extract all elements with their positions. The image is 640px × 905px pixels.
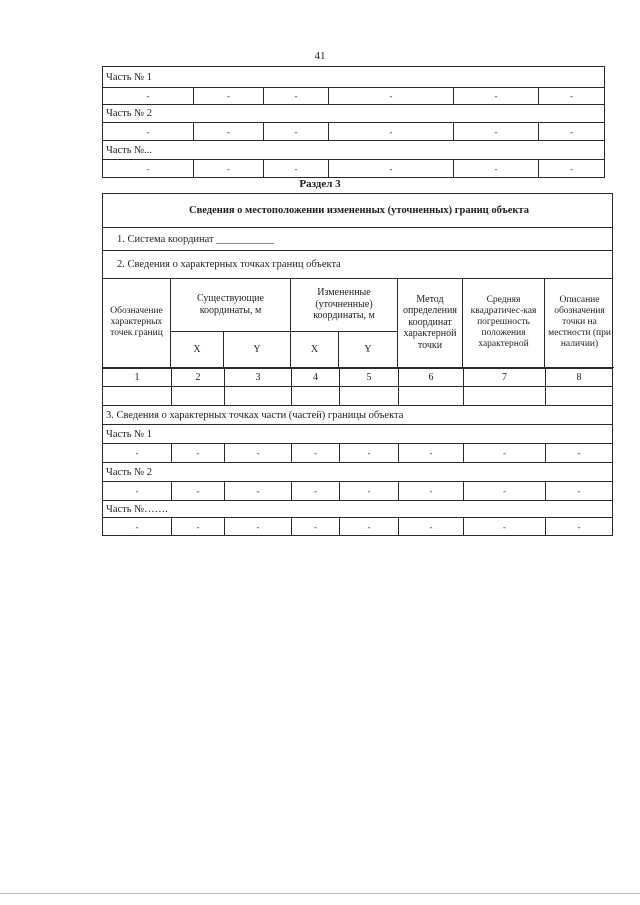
table-row	[103, 481, 612, 500]
table-row	[103, 517, 612, 535]
column-number: 1	[134, 372, 140, 383]
table-cell: -	[463, 518, 545, 535]
part-points-label: 3. Сведения о характерных точках части (частей) границы объекта	[106, 409, 404, 421]
table-cell: -	[193, 123, 263, 140]
table-cell: -	[545, 444, 612, 462]
table-cell: -	[339, 444, 398, 462]
table-row	[103, 122, 604, 140]
part-label-row	[103, 104, 604, 122]
coordinates-table-header	[103, 278, 612, 368]
header-existing-y: Y	[224, 332, 291, 368]
column-number: 4	[291, 369, 339, 386]
header-existing-coords: Существующие координаты, м	[171, 278, 291, 332]
table-cell	[224, 387, 291, 405]
table-cell: -	[171, 518, 224, 535]
table-cell: -	[146, 91, 150, 101]
table-cell: -	[135, 486, 139, 496]
table-cell	[103, 387, 171, 405]
table-cell: -	[193, 160, 263, 177]
table-cell: -	[263, 88, 328, 104]
section-table	[102, 193, 613, 536]
table-cell: -	[171, 482, 224, 500]
table-cell: -	[453, 160, 538, 177]
table-cell	[545, 387, 612, 405]
table-cell: -	[463, 444, 545, 462]
part-label-row	[103, 462, 612, 481]
table-cell: -	[545, 482, 612, 500]
part-label: Часть № 2	[106, 466, 153, 478]
table-cell: -	[538, 160, 604, 177]
part-label: Часть №...	[106, 144, 153, 156]
table-cell: -	[291, 518, 339, 535]
part-label-row	[103, 67, 604, 87]
column-numbers-row	[103, 368, 612, 386]
table-cell: -	[135, 448, 139, 458]
section-heading-row	[103, 194, 612, 227]
header-description: Описание обозначения точки на местности (при наличии)	[545, 278, 614, 368]
table-cell: -	[224, 518, 291, 535]
table-cell: -	[224, 444, 291, 462]
header-changed-y: Y	[339, 332, 398, 368]
table-cell: -	[291, 444, 339, 462]
table-cell: -	[263, 123, 328, 140]
page-number: 41	[314, 50, 326, 62]
table-row-empty	[103, 386, 612, 405]
characteristic-points-row	[103, 250, 612, 278]
section-heading: Сведения о местоположении измененных (уточненных) границ объекта	[189, 205, 529, 216]
table-cell: -	[339, 518, 398, 535]
table-cell	[291, 387, 339, 405]
table-row	[103, 87, 604, 104]
table-cell: -	[224, 482, 291, 500]
table-cell: -	[545, 518, 612, 535]
table-cell: -	[328, 160, 453, 177]
column-number: 8	[545, 369, 612, 386]
table-cell: -	[291, 482, 339, 500]
header-error: Средняя квадратичес-кая погрешность положения характерной	[463, 278, 545, 368]
table-cell	[463, 387, 545, 405]
table-cell: -	[146, 163, 150, 174]
table-cell: -	[135, 521, 139, 532]
part-label: Часть № 2	[106, 108, 153, 119]
characteristic-points-label: 2. Сведения о характерных точках границ объекта	[117, 259, 341, 270]
column-number: 2	[171, 369, 224, 386]
part-label-row	[103, 500, 612, 517]
table-cell: -	[538, 123, 604, 140]
header-changed-coords: Измененные (уточненные) координаты, м	[291, 278, 398, 332]
table-cell: -	[453, 123, 538, 140]
coordinate-system-row	[103, 227, 612, 250]
header-changed-x: X	[291, 332, 339, 368]
table-cell: -	[171, 444, 224, 462]
table-cell: -	[339, 482, 398, 500]
table-cell: -	[328, 88, 453, 104]
parts-table-top	[102, 66, 605, 178]
table-row	[103, 159, 604, 177]
part-label-row	[103, 424, 612, 443]
column-number: 6	[398, 369, 463, 386]
section-title: Раздел 3	[299, 178, 341, 190]
part-label: Часть №…….	[106, 503, 168, 515]
table-cell: -	[453, 88, 538, 104]
table-cell: -	[193, 88, 263, 104]
column-number: 5	[339, 369, 398, 386]
part-label: Часть № 1	[106, 428, 153, 440]
table-cell: -	[463, 482, 545, 500]
table-cell: -	[398, 482, 463, 500]
table-cell	[339, 387, 398, 405]
table-cell: -	[398, 518, 463, 535]
part-label: Часть № 1	[106, 71, 153, 83]
table-cell: -	[328, 123, 453, 140]
table-cell	[398, 387, 463, 405]
table-cell: -	[538, 88, 604, 104]
column-number: 7	[463, 369, 545, 386]
column-number: 3	[224, 369, 291, 386]
header-existing-x: X	[171, 332, 224, 368]
table-row	[103, 443, 612, 462]
table-cell	[171, 387, 224, 405]
header-point-designation: Обозначение характерных точек границ	[103, 278, 171, 368]
header-method: Метод определения координат характерной точки	[398, 278, 463, 368]
table-cell: -	[398, 444, 463, 462]
coordinate-system-label: 1. Система координат ___________	[117, 233, 275, 245]
table-cell: -	[146, 126, 150, 137]
part-label-row	[103, 140, 604, 159]
table-cell: -	[263, 160, 328, 177]
part-points-row	[103, 405, 612, 424]
scan-edge-line	[0, 893, 640, 894]
